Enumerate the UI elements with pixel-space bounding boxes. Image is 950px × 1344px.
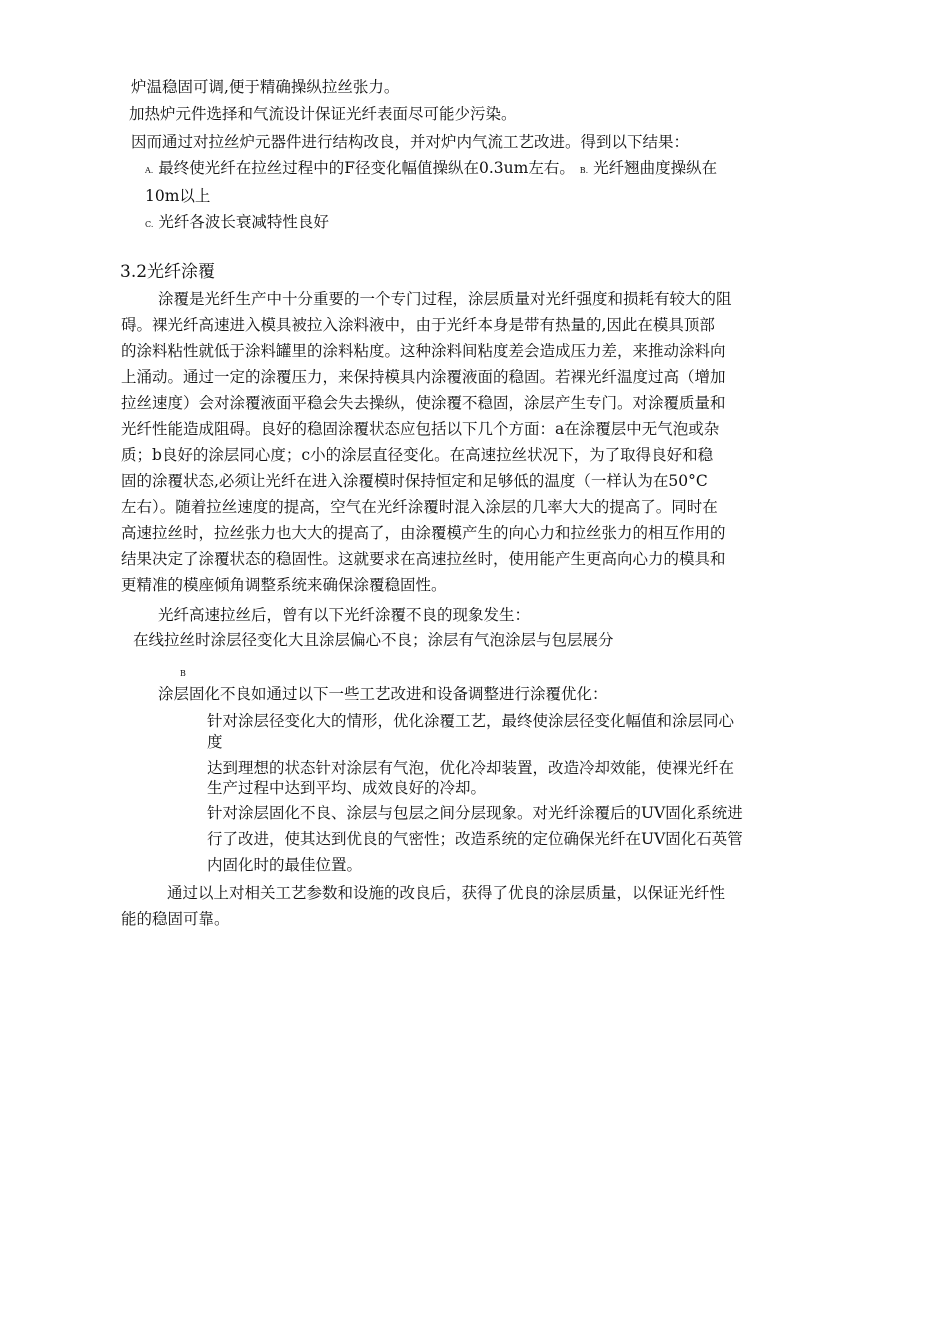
paragraph-line: 更精准的模座倾角调整系统来确保涂覆稳固性。: [121, 576, 447, 594]
text-line: 加热炉元件选择和气流设计保证光纤表面尽可能少污染。: [129, 105, 517, 123]
paragraph-line: 的涂料粘性就低于涂料罐里的涂料粘度。这种涂料间粘度差会造成压力差，来推动涂料向: [121, 342, 726, 360]
paragraph-line: 固的涂覆状态,必须让光纤在进入涂覆模时保持恒定和足够低的温度（一样认为在50°C: [121, 472, 708, 490]
paragraph-line: 碍。裸光纤高速进入模具被拉入涂料液中，由于光纤本身是带有热量的,因此在模具顶部: [121, 316, 715, 334]
text-line: 光纤高速拉丝后，曾有以下光纤涂覆不良的现象发生：: [158, 606, 531, 624]
paragraph-line: 结果决定了涂覆状态的稳固性。这就要求在高速拉丝时，使用能产生更高向心力的模具和: [121, 550, 726, 568]
text-line: 涂层固化不良如通过以下一些工艺改进和设备调整进行涂覆优化：: [158, 685, 608, 703]
text-line: 10m以上: [145, 187, 211, 205]
paragraph-line: 涂覆是光纤生产中十分重要的一个专门过程，涂层质量对光纤强度和损耗有较大的阻: [158, 290, 732, 308]
list-item-text: 光纤翘曲度操纵在: [593, 159, 718, 177]
measure-line: 达到理想的状态针对涂层有气泡，优化冷却装置，改造冷却效能，使裸光纤在: [207, 759, 735, 777]
measure-line: 行了改进，使其达到优良的气密性；改造系统的定位确保光纤在UV固化石英管: [207, 830, 743, 848]
list-item-text: 最终使光纤在拉丝过程中的F径变化幅值操纵在0.3um左右。: [158, 159, 575, 177]
paragraph-line: 上涌动。通过一定的涂覆压力，来保持模具内涂覆液面的稳固。若裸光纤温度过高（增加: [121, 368, 726, 386]
paragraph-line: 高速拉丝时，拉丝张力也大大的提高了，由涂覆模产生的向心力和拉丝张力的相互作用的: [121, 524, 726, 542]
paragraph-line: 质；b良好的涂层同心度；c小的涂层直径变化。在高速拉丝状况下，为了取得良好和稳: [121, 446, 714, 464]
measure-line: 度: [207, 733, 223, 751]
paragraph-line: 左右）。随着拉丝速度的提高，空气在光纤涂覆时混入涂层的几率大大的提高了。同时在: [121, 498, 718, 516]
list-item-a: [145, 158, 717, 181]
measure-line: 针对涂层径变化大的情形，优化涂覆工艺，最终使涂层径变化幅值和涂层同心: [207, 712, 735, 730]
list-marker: A.: [145, 166, 154, 175]
list-marker: C.: [145, 220, 154, 229]
list-item-text: 光纤各波长衰减特性良好: [158, 213, 329, 231]
measure-line: 针对涂层固化不良、涂层与包层之间分层现象。对光纤涂覆后的UV固化系统进: [207, 804, 743, 822]
conclusion-line: 通过以上对相关工艺参数和设施的改良后，获得了优良的涂层质量，以保证光纤性: [167, 884, 726, 902]
conclusion-line: 能的稳固可靠。: [121, 910, 230, 928]
list-marker: B: [180, 669, 186, 678]
paragraph-line: 光纤性能造成阻碍。良好的稳固涂覆状态应包括以下几个方面：a在涂覆层中无气泡或杂: [121, 420, 720, 438]
list-marker: B.: [579, 166, 589, 175]
measure-line: 生产过程中达到平均、成效良好的冷却。: [207, 779, 487, 797]
paragraph-line: 拉丝速度）会对涂覆液面平稳会失去操纵，使涂覆不稳固，涂层产生专门。对涂覆质量和: [121, 394, 726, 412]
section-heading: 3.2光纤涂覆: [120, 262, 216, 282]
text-line: 在线拉丝时涂层径变化大且涂层偏心不良；涂层有气泡涂层与包层展分: [133, 631, 614, 649]
list-item-c: [145, 212, 329, 235]
measure-line: 内固化时的最佳位置。: [207, 856, 363, 874]
text-line: 炉温稳固可调,便于精确操纵拉丝张力。: [131, 78, 400, 96]
text-line: 因而通过对拉丝炉元器件进行结构改良，并对炉内气流工艺改进。得到以下结果：: [131, 133, 690, 151]
